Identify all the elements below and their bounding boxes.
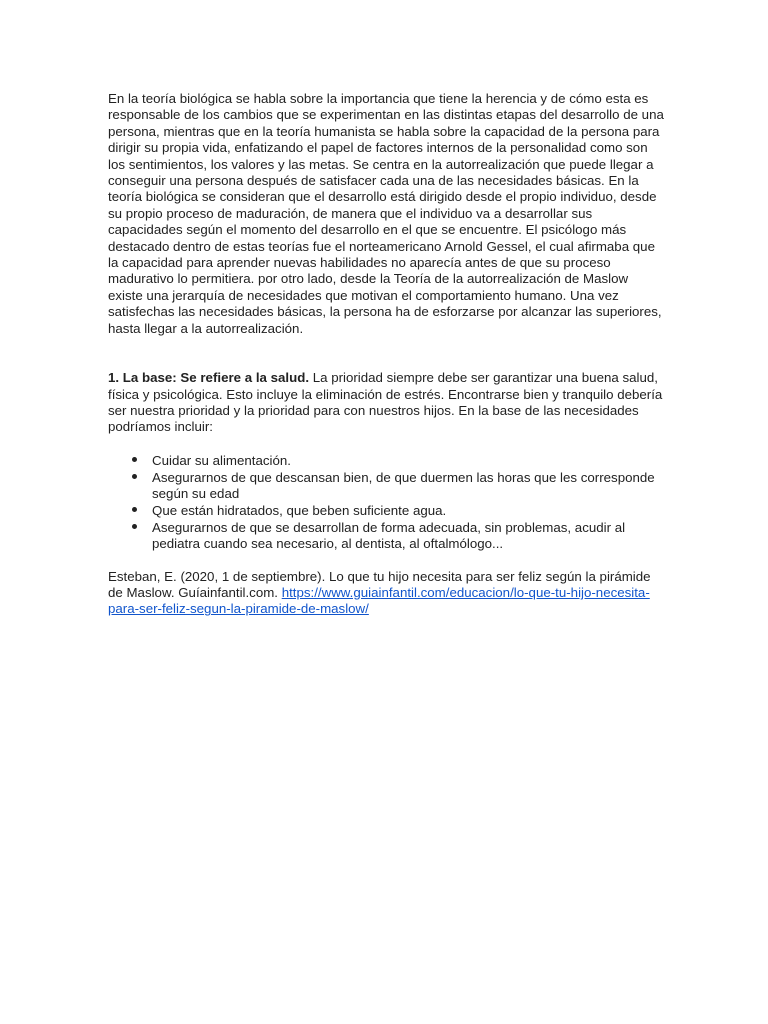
list-item-text: Que están hidratados, que beben suficiente agua.: [152, 502, 447, 518]
list-item-text: Asegurarnos de que se desarrollan de forma adecuada, sin problemas, acudir al pediatra cuando sea necesario, al dentista, al oftalmólogo...: [152, 519, 626, 552]
list-item: [108, 470, 664, 503]
bullet-icon: [129, 453, 139, 469]
list-item-text: Cuidar su alimentación.: [152, 452, 291, 468]
bullet-icon: [129, 470, 139, 486]
base-section-paragraph: [108, 370, 664, 436]
reference-paragraph: [108, 569, 664, 618]
document-page: [108, 91, 664, 618]
reference-text: Esteban, E. (2020, 1 de septiembre). Lo que tu hijo necesita para ser feliz según la pirámide de Maslow. Guíainfantil.com.: [108, 568, 651, 601]
list-item: [108, 453, 664, 469]
list-item: [108, 503, 664, 519]
reference-link[interactable]: https://www.guiainfantil.com/educacion/lo-que-tu-hijo-necesita-para-ser-feliz-segun-la-piramide-de-maslow/: [108, 585, 650, 617]
base-section-heading: 1. La base: Se refiere a la salud.: [108, 370, 310, 386]
list-item-text: Asegurarnos de que descansan bien, de que duermen las horas que les corresponde según su edad: [152, 469, 655, 502]
bullet-icon: [129, 503, 139, 519]
bullet-icon: [129, 520, 139, 536]
needs-list: [108, 453, 664, 553]
intro-paragraph: En la teoría biológica se habla sobre la importancia que tiene la herencia y de cómo esta es responsable de los cambios que se experimentan en las distintas etapas del desarrollo de una persona, mientras que en la teoría humanista se habla sobre la capacidad de la persona para dirigir su propia vida, enfatizando el papel de factores internos de la personalidad como son los sentimientos, los valores y las metas. Se centra en la autorrealización que puede llegar a conseguir una persona después de satisfacer cada una de las necesidades básicas. En la teoría biológica se consideran que el desarrollo está dirigido desde el propio individuo, desde su propio proceso de maduración, de manera que el individuo va a desarrollar sus capacidades según el momento del desarrollo en el que se encuentre. El psicólogo más destacado dentro de estas teorías fue el norteamericano Arnold Gessel, el cual afirmaba que la capacidad para aprender nuevas habilidades no aparecía antes de que su proceso madurativo lo permitiera. por otro lado, desde la Teoría de la autorrealización de Maslow existe una jerarquía de necesidades que motivan el comportamiento humano. Una vez satisfechas las necesidades básicas, la persona ha de esforzarse por alcanzar las superiores, hasta llegar a la autorrealización.: [108, 91, 664, 336]
list-item: [108, 520, 664, 553]
base-section-text: La prioridad siempre debe ser garantizar una buena salud, física y psicológica. Esto incluye la eliminación de estrés. Encontrarse bien y tranquilo debería ser nuestra prioridad y la prioridad para con nuestros hijos. En la base de las necesidades podríamos incluir:: [108, 370, 663, 435]
